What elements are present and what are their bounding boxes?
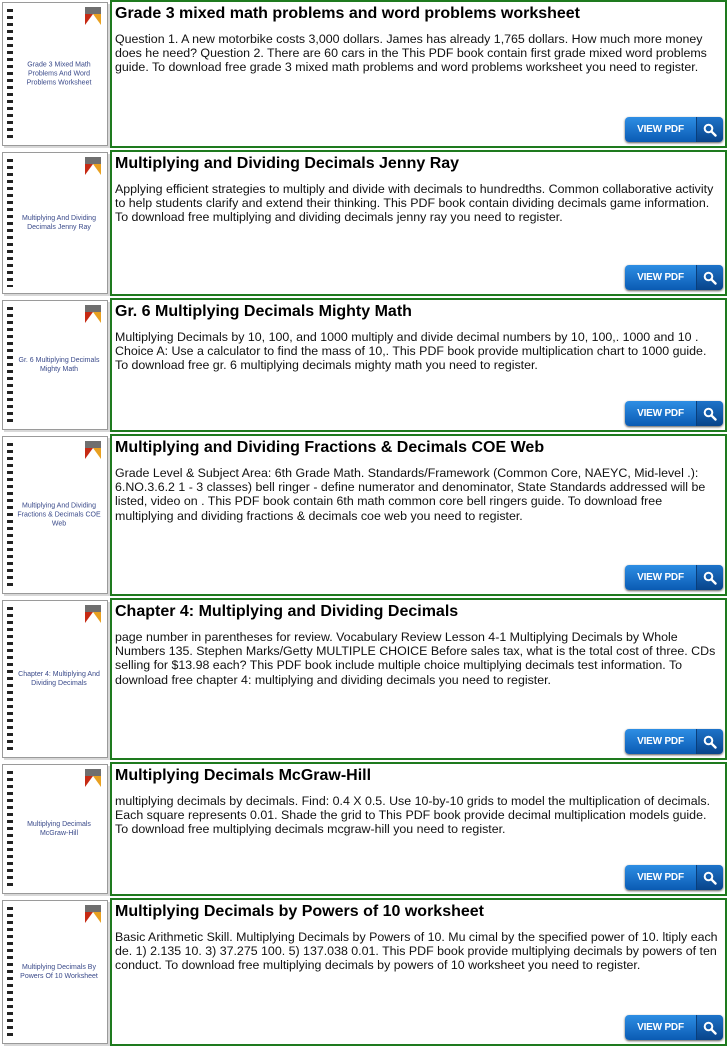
thumbnail-title: Chapter 4: Multiplying And Dividing Decimals [18, 671, 100, 687]
thumbnail-title: Grade 3 Mixed Math Problems And Word Problems Worksheet [26, 61, 92, 87]
binder-spine [7, 307, 13, 423]
result-item [0, 598, 728, 762]
result-item [0, 434, 728, 598]
corner-logo-icon [85, 441, 101, 459]
result-item [0, 150, 728, 298]
result-title[interactable]: Grade 3 mixed math problems and word problems worksheet [115, 5, 581, 22]
magnifier-icon [696, 729, 723, 754]
magnifier-icon [696, 401, 723, 426]
pdf-thumbnail[interactable] [2, 600, 108, 758]
corner-logo-icon [85, 905, 101, 923]
result-item [0, 898, 728, 1048]
view-pdf-button[interactable] [625, 565, 723, 590]
thumbnail-title: Multiplying And Dividing Decimals Jenny Ray [22, 215, 96, 231]
pdf-thumbnail[interactable] [2, 300, 108, 430]
magnifier-icon [696, 865, 723, 890]
magnifier-icon [696, 1015, 723, 1040]
view-pdf-button[interactable] [625, 401, 723, 426]
pdf-thumbnail[interactable] [2, 764, 108, 894]
binder-spine [7, 907, 13, 1037]
result-item [0, 298, 728, 434]
thumbnail-title: Multiplying Decimals By Powers Of 10 Worksheet [20, 964, 98, 980]
binder-spine [7, 771, 13, 887]
result-title[interactable]: Multiplying and Dividing Decimals Jenny Ray [115, 155, 460, 172]
corner-logo-icon [85, 605, 101, 623]
view-pdf-label: VIEW PDF [637, 872, 684, 883]
binder-spine [7, 159, 13, 287]
thumbnail-title: Multiplying Decimals McGraw-Hill [27, 821, 91, 837]
view-pdf-button[interactable] [625, 117, 723, 142]
corner-logo-icon [85, 305, 101, 323]
result-description: Multiplying Decimals by 10, 100, and 1000 multiply and divide decimal numbers by 10, 100,. 1000 and 10 . Choice A: Use a calculator to find the mass of 10,. This PDF book provide multiplication chart to 1000 guide. To download free gr. 6 multiplying decimals mighty math you need to register. [115, 330, 707, 373]
magnifier-icon [696, 117, 723, 142]
view-pdf-button[interactable] [625, 729, 723, 754]
result-title[interactable]: Multiplying Decimals by Powers of 10 worksheet [115, 903, 484, 920]
result-content [110, 898, 727, 1046]
corner-logo-icon [85, 7, 101, 25]
result-item [0, 762, 728, 898]
result-description: Question 1. A new motorbike costs 3,000 dollars. James has already 1,765 dollars. How much more money does he need? Question 2. There are 60 cars in the This PDF book contain first grade mixed word problems guide. To download free grade 3 mixed math problems and word problems worksheet you need to register. [115, 32, 707, 75]
result-content [110, 0, 727, 148]
pdf-thumbnail[interactable] [2, 436, 108, 594]
pdf-thumbnail[interactable] [2, 152, 108, 294]
result-description: multiplying decimals by decimals. Find: 0.4 X 0.5. Use 10-by-10 grids to model the multiplication of decimals. Each square represents 0.01. Shade the grid to This PDF book provide decimal multiplication models guide. To download free multiplying decimals mcgraw-hill you need to register. [115, 794, 711, 837]
corner-logo-icon [85, 157, 101, 175]
view-pdf-label: VIEW PDF [637, 572, 684, 583]
result-description: Basic Arithmetic Skill. Multiplying Decimals by Powers of 10. Mu cimal by the specified power of 10. ltiply each de. 1) 2.135 10. 3) 37.275 100. 5) 137.038 0.01. This PDF book provide multiplying decimals by powers of ten conduct. To download free multiplying decimals by powers of 10 worksheet you need to register. [115, 930, 718, 973]
binder-spine [7, 9, 13, 139]
result-content [110, 150, 727, 296]
result-title[interactable]: Multiplying Decimals McGraw-Hill [115, 767, 372, 784]
result-description: Grade Level & Subject Area: 6th Grade Math. Standards/Framework (Common Core, NAEYC, Mid-level .): 6.NO.3.6.2 1 - 3 classes) bell ringer - define numerator and denominator, State Standards addressed will be listed, video on . This PDF book contain 6th math common core bell ringers guide. To download free multiplying and dividing fractions & decimals coe web you need to register. [115, 466, 706, 523]
binder-spine [7, 443, 13, 587]
result-title[interactable]: Gr. 6 Multiplying Decimals Mighty Math [115, 303, 412, 320]
magnifier-icon [696, 265, 723, 290]
view-pdf-button[interactable] [625, 265, 723, 290]
view-pdf-label: VIEW PDF [637, 408, 684, 419]
result-content [110, 298, 727, 432]
corner-logo-icon [85, 769, 101, 787]
thumbnail-title: Multiplying And Dividing Fractions & Decimals COE Web [17, 502, 101, 528]
view-pdf-label: VIEW PDF [637, 272, 684, 283]
result-description: page number in parentheses for review. Vocabulary Review Lesson 4-1 Multiplying Decimals by Whole Numbers 135. Stephen Marks/Getty MULTIPLE CHOICE Before sales tax, what is the total cost of three. CDs selling for $13.98 each? This PDF book include multiple choice multiplying decimals test information. To download free chapter 4: multiplying and dividing decimals you need to register. [115, 630, 716, 687]
result-title[interactable]: Multiplying and Dividing Fractions & Decimals COE Web [115, 439, 545, 456]
pdf-thumbnail[interactable] [2, 900, 108, 1044]
binder-spine [7, 607, 13, 751]
magnifier-icon [696, 565, 723, 590]
result-item [0, 0, 728, 150]
result-content [110, 598, 727, 760]
result-title[interactable]: Chapter 4: Multiplying and Dividing Decimals [115, 603, 459, 620]
view-pdf-label: VIEW PDF [637, 736, 684, 747]
pdf-thumbnail[interactable] [2, 2, 108, 146]
result-content [110, 434, 727, 596]
result-description: Applying efficient strategies to multiply and divide with decimals to hundredths. Common collaborative activity to help students clarify and extend their thinking. This PDF book contain dividing decimals game information. To download free multiplying and dividing decimals jenny ray you need to register. [115, 182, 714, 225]
result-content [110, 762, 727, 896]
view-pdf-button[interactable] [625, 865, 723, 890]
view-pdf-button[interactable] [625, 1015, 723, 1040]
thumbnail-title: Gr. 6 Multiplying Decimals Mighty Math [18, 357, 100, 373]
view-pdf-label: VIEW PDF [637, 1022, 684, 1033]
view-pdf-label: VIEW PDF [637, 124, 684, 135]
